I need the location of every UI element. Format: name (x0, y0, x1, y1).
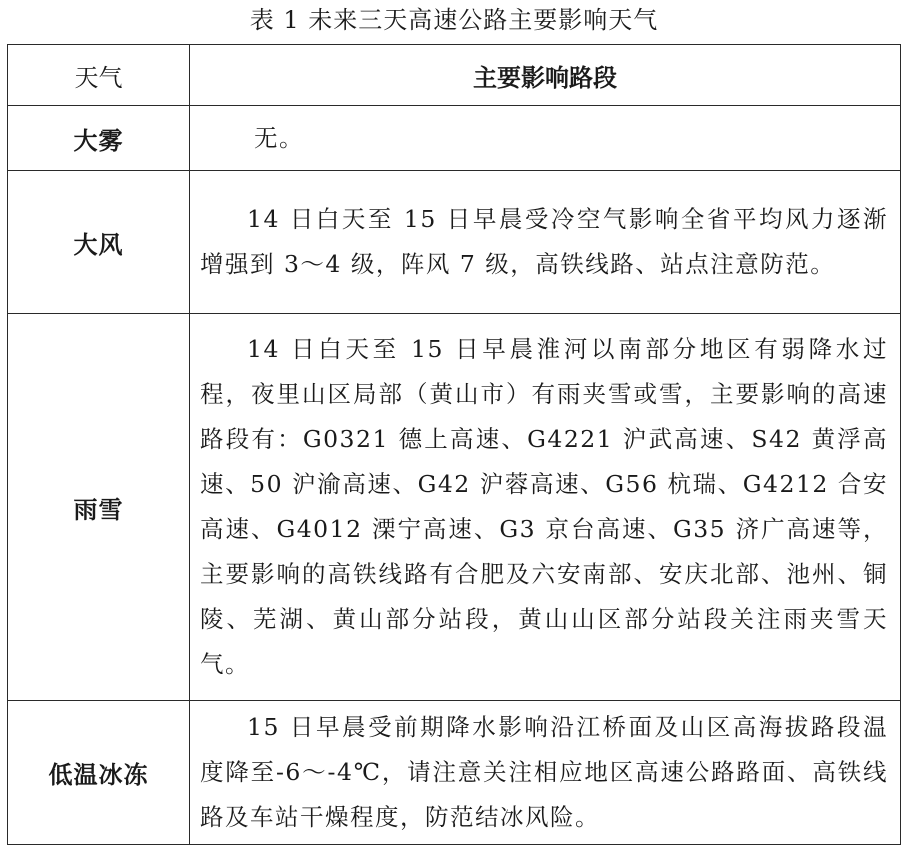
weather-impact-table (7, 44, 901, 845)
table-row (8, 701, 901, 845)
table-row (8, 171, 901, 314)
wind-description: 14 日白天至 15 日早晨受冷空气影响全省平均风力逐渐增强到 3～4 级，阵风 7 级，高铁线路、站点注意防范。 (190, 171, 901, 314)
rain-snow-description: 14 日白天至 15 日早晨淮河以南部分地区有弱降水过程，夜里山区局部（黄山市）有雨夹雪或雪，主要影响的高速路段有：G0321 德上高速、G4221 沪武高速、S42 黄浮高速、50 沪渝高速、G42 沪蓉高速、G56 杭瑞、G4212 合安高速、G4012 溧宁高速、G3 京台高速、G35 济广高速等，主要影响的高铁线路有合肥及六安南部、安庆北部、池州、铜陵、芜湖、黄山部分站段，黄山山区部分站段关注雨夹雪天气。 (190, 314, 901, 701)
weather-type-freezing: 低温冰冻 (8, 701, 190, 845)
table-header-row (8, 45, 901, 106)
fog-description: 无。 (190, 106, 901, 171)
header-affected-routes: 主要影响路段 (190, 45, 901, 106)
freezing-description: 15 日早晨受前期降水影响沿江桥面及山区高海拔路段温度降至-6～-4℃，请注意关注相应地区高速公路路面、高铁线路及车站干燥程度，防范结冰风险。 (190, 701, 901, 845)
header-weather: 天气 (8, 45, 190, 106)
table-row (8, 106, 901, 171)
weather-type-wind: 大风 (8, 171, 190, 314)
table-row (8, 314, 901, 701)
weather-type-fog: 大雾 (8, 106, 190, 171)
weather-type-rain-snow: 雨雪 (8, 314, 190, 701)
table-caption: 表 1 未来三天高速公路主要影响天气 (249, 6, 659, 34)
